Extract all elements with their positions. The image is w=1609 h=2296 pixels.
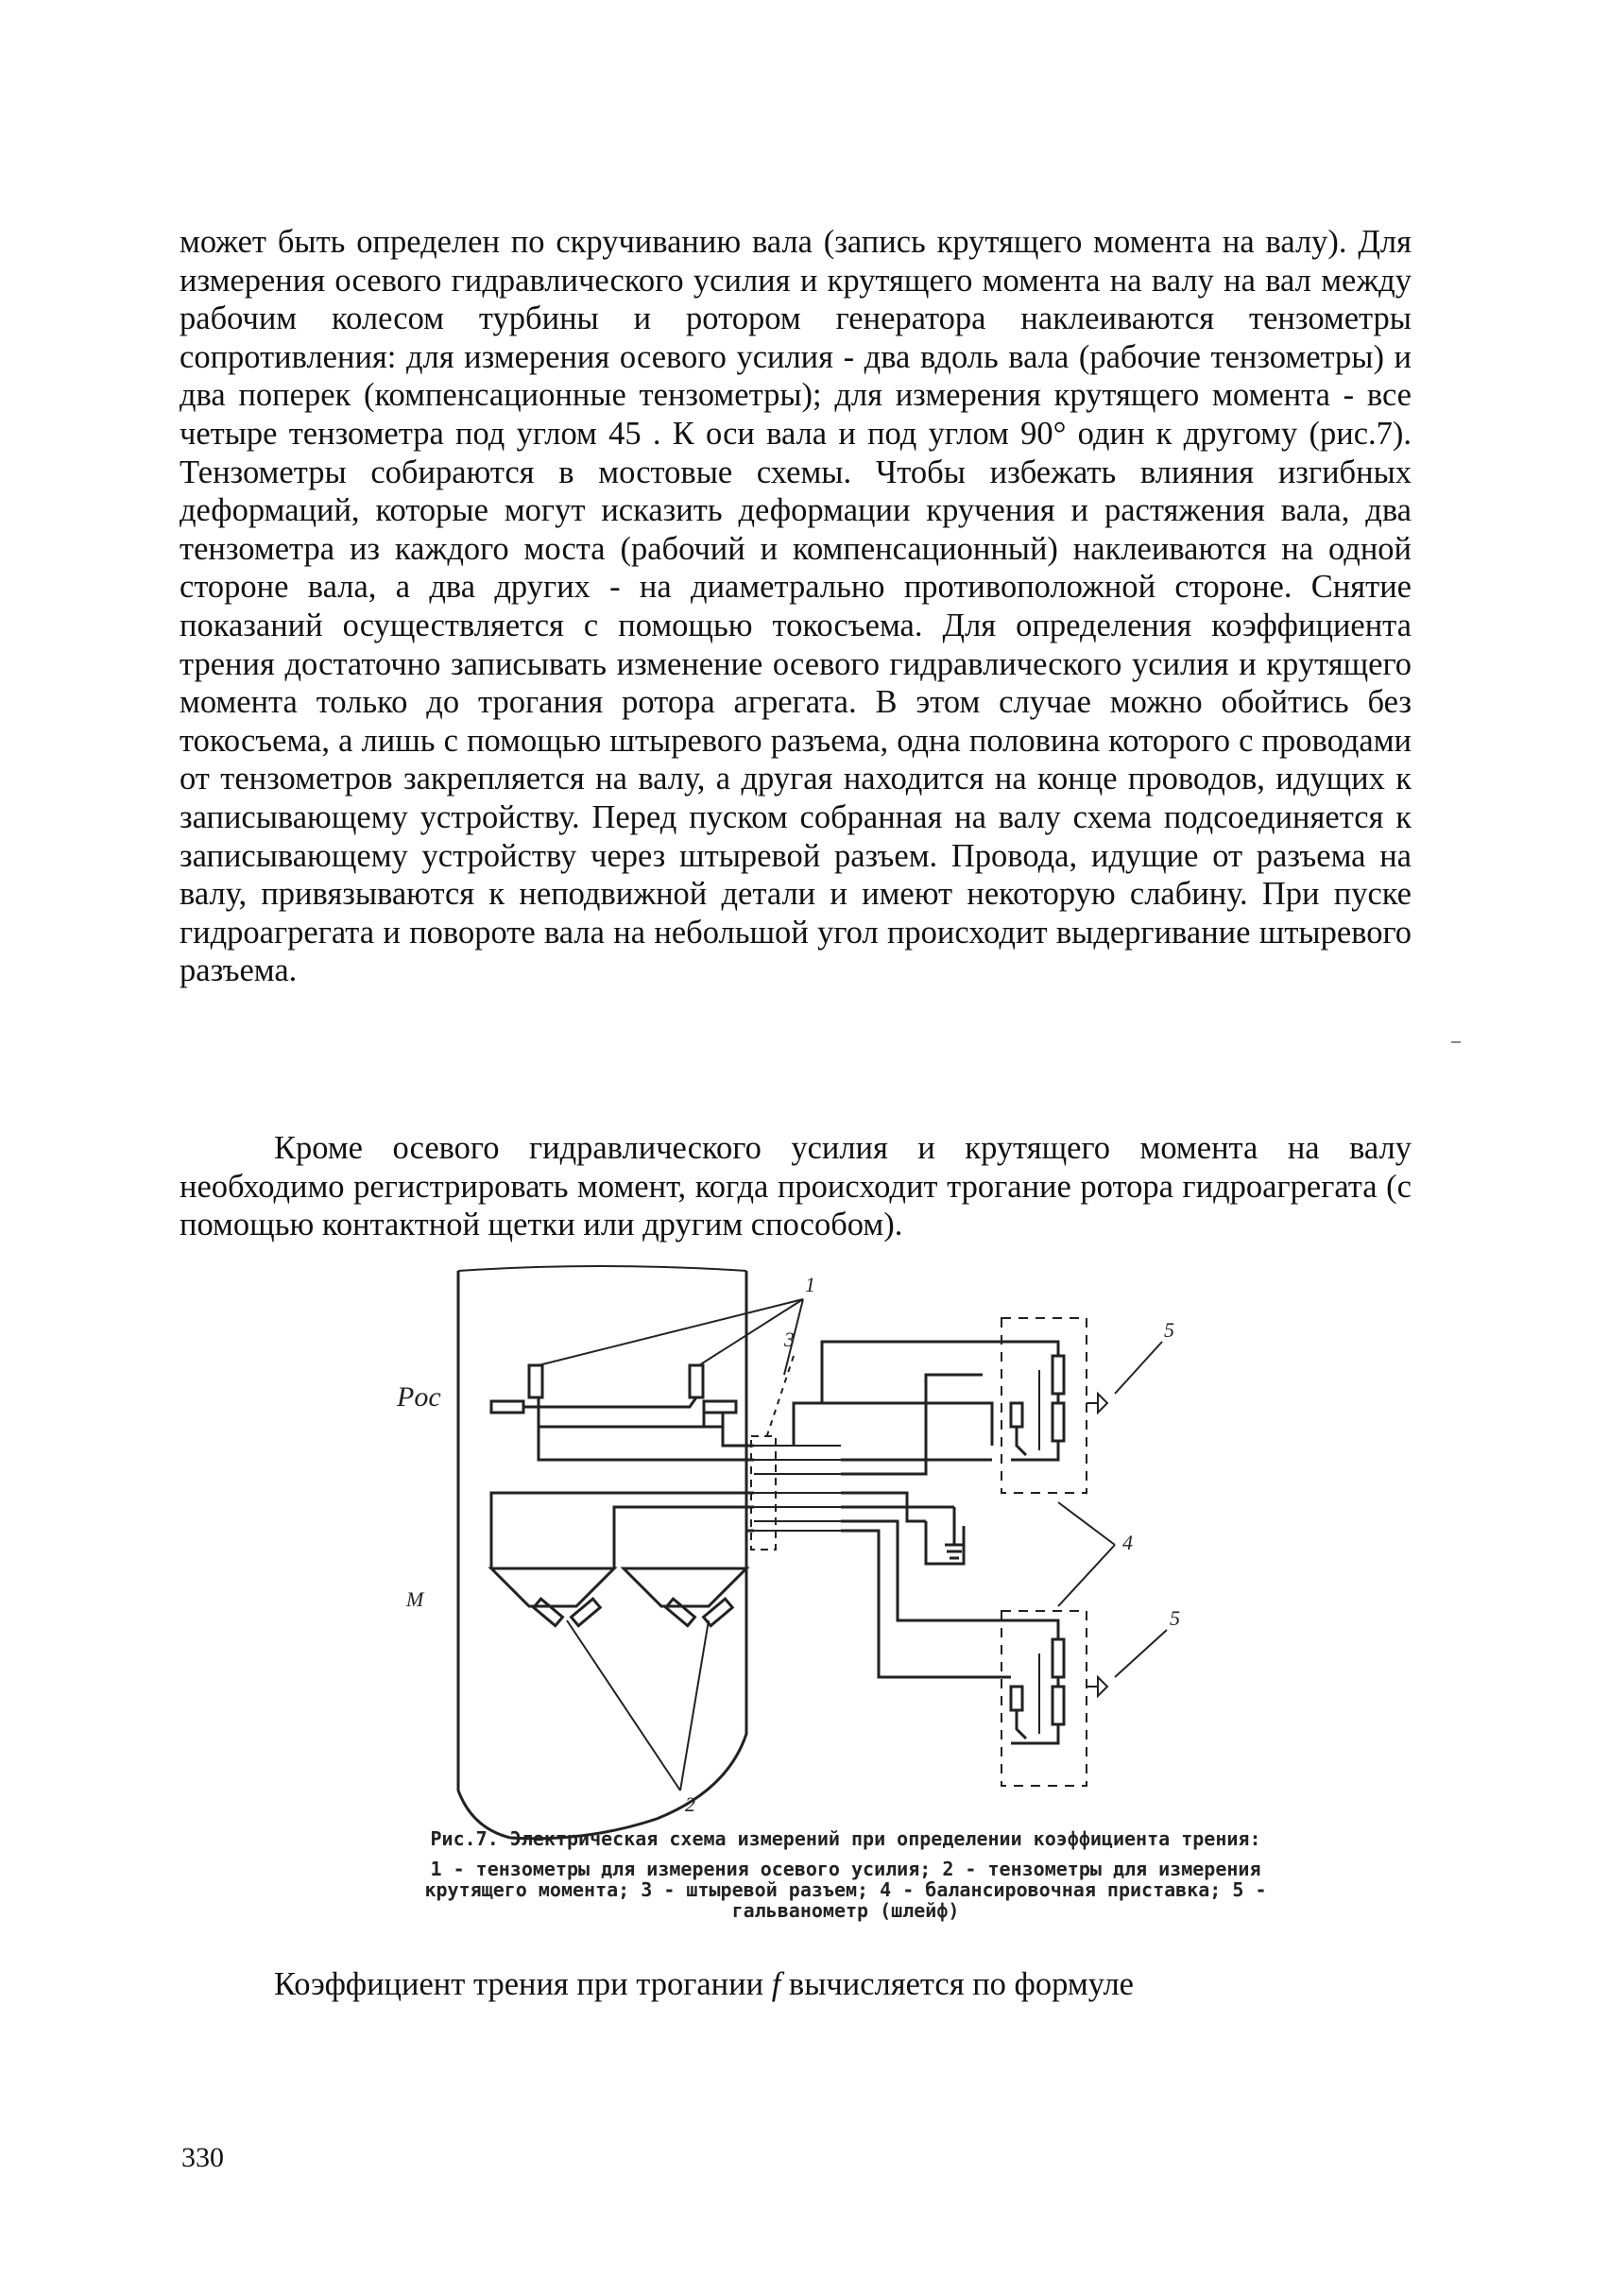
callout-5-top: 5: [1164, 1318, 1174, 1342]
shaft: [458, 1266, 746, 1839]
margin-mark: [1451, 1041, 1461, 1043]
leader-lines: [539, 1299, 1167, 1791]
balancing-box-top: [1001, 1318, 1107, 1493]
figure-caption-legend: 1 - тензометры для измерения осевого усилия; 2 - тензометры для измерения крутящего момента; 3 - штыревой разъем; 4 - балансировочная приставка; 5 - гальванометр (шлейф): [424, 1858, 1267, 1922]
axial-strain-gauges: [491, 1365, 754, 1460]
torque-strain-gauges: [491, 1493, 754, 1626]
formula-tail: вычисляется по формуле: [788, 1966, 1134, 2002]
paragraph-2-text: Кроме осевого гидравлического усилия и крутящего момента на валу необходимо регистрировать момент, когда происходит трогание ротора гидроагрегата (с помощью контактной щетки или другим способом).: [180, 1130, 1412, 1243]
page-number: 330: [181, 2142, 224, 2173]
paragraph-1-text: может быть определен по скручиванию вала (запись крутящего момента на валу). Для измерения осевого гидравлического усилия и крутящего момента на валу на вал между рабочим колесом турбины и ротором генератора наклеиваются тензометры сопротивления: для измерения осевого усилия - два вдоль вала (рабочие тензометры) и два поперек (компенсационные тензометры); для измерения крутящего момента - все четыре тензометра под углом 45 . К оси вала и под углом 90° один к другому (рис.7). Тензометры собираются в мостовые схемы. Чтобы избежать влияния изгибных деформаций, которые могут исказить деформации кручения и растяжения вала, два тензометра из каждого моста (рабочий и компенсационный) наклеиваются на одной стороне вала, а два других - на диаметрально противоположной стороне. Снятие показаний осуществляется с помощью токосъема. Для определения коэффициента трения достаточно записывать изменение осевого гидравлического усилия и крутящего момента только до трогания ротора агрегата. В этом случае можно обойтись без токосъема, а лишь с помощью штыревого разъема, одна половина которого с проводами от тензометров закрепляется на валу, а другая находится на конце проводов, идущих к записывающему устройству. Перед пуском собранная на валу схема подсоединяется к записывающему устройству через штыревой разъем. Провода, идущие от разъема на валу, привязываются к неподвижной детали и имеют некоторую слабину. При пуске гидроагрегата и повороте вала на небольшой угол происходит выдергивание штыревого разъема.: [180, 224, 1412, 989]
wiring: [794, 1342, 1011, 1677]
callout-2: 2: [685, 1792, 695, 1816]
figure-7: [397, 1261, 1294, 2263]
paragraph-1: [180, 223, 1412, 990]
figure-caption-title: Рис.7. Электрическая схема измерений при определении коэффициента трения:: [430, 1828, 1261, 1850]
label-m: М: [406, 1587, 424, 1611]
pin-connector: [751, 1436, 841, 1550]
paragraph-2: [180, 1129, 1412, 1244]
formula-intro: Коэффициент трения при трогании: [274, 1966, 764, 2002]
callout-4: 4: [1122, 1531, 1133, 1554]
balancing-box-bottom: [1001, 1611, 1107, 1786]
circuit-diagram: [397, 1261, 1294, 2263]
formula-symbol: f: [771, 1966, 781, 2002]
formula-line: [274, 1965, 1332, 2003]
callout-3: 3: [784, 1328, 795, 1351]
callout-5-bottom: 5: [1170, 1606, 1180, 1630]
label-p-ax: Pос: [397, 1381, 441, 1413]
callout-1: 1: [805, 1273, 815, 1296]
